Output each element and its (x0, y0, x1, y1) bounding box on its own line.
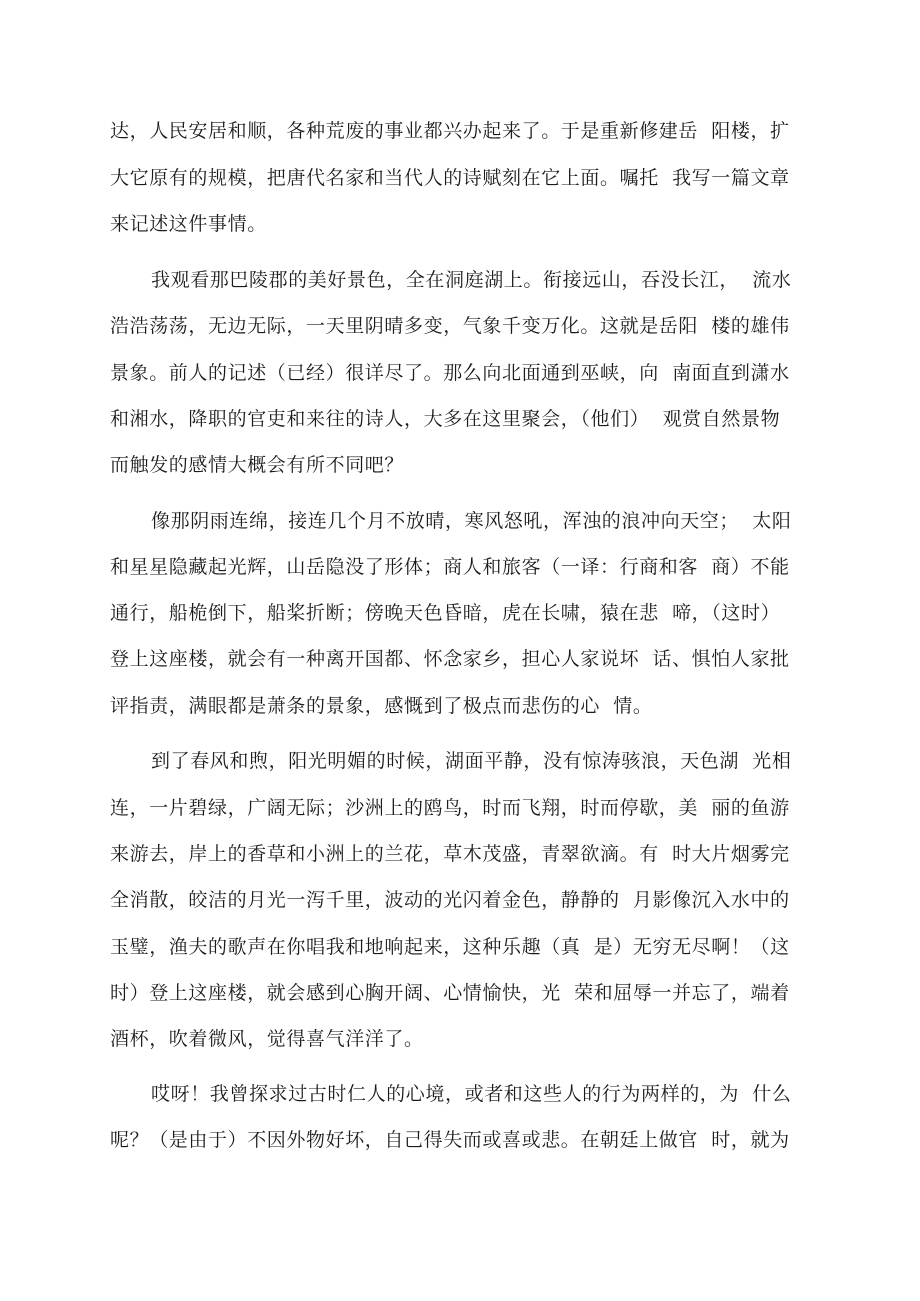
paragraph-4-line-1: 到了春风和煦，阳光明媚的时候，湖面平静，没有惊涛骇浪，天色湖 光相 (151, 750, 792, 772)
paragraph-5-line-2: 呢？（是由于）不因外物好坏，自己得失而或喜或悲。在朝廷上做官 时，就为 (110, 1129, 790, 1151)
paragraph-2-line-3: 景象。前人的记述（已经）很详尽了。那么向北面通到巫峡，向 南面直到潇水 (110, 362, 790, 384)
paragraph-4-line-7: 酒杯，吹着微风，觉得喜气洋洋了。 (110, 1028, 424, 1050)
paragraph-5-line-1: 哎呀！我曾探求过古时仁人的心境，或者和这些人的行为两样的，为 什么 (151, 1083, 792, 1105)
paragraph-1-line-3: 来记述这件事情。 (110, 213, 267, 235)
paragraph-2-line-4: 和湘水，降职的官吏和来往的诗人，大多在这里聚会，（他们） 观赏自然景物 (110, 408, 781, 430)
paragraph-3-line-2: 和星星隐藏起光辉，山岳隐没了形体；商人和旅客（一译：行商和客 商）不能 (110, 556, 790, 578)
paragraph-3-line-5: 评指责，满眼都是萧条的景象，感慨到了极点而悲伤的心 情。 (110, 695, 653, 717)
paragraph-3-line-1: 像那阴雨连绵，接连几个月不放晴，寒风怒吼，浑浊的浪冲向天空； 太阳 (151, 510, 792, 532)
paragraph-2-line-5: 而触发的感情大概会有所不同吧？ (110, 454, 405, 476)
paragraph-4-line-5: 玉璧，渔夫的歌声在你唱我和地响起来，这种乐趣（真 是）无穷无尽啊！（这 (110, 936, 790, 958)
paragraph-4-line-3: 来游去，岸上的香草和小洲上的兰花，草木茂盛，青翠欲滴。有 时大片烟雾完 (110, 843, 790, 865)
paragraph-1-line-1: 达，人民安居和顺，各种荒废的事业都兴办起来了。于是重新修建岳 阳楼，扩 (110, 120, 790, 142)
paragraph-3-line-3: 通行，船桅倒下，船桨折断；傍晚天色昏暗，虎在长啸，猿在悲 啼，（这时） (110, 602, 781, 624)
paragraph-3-line-4: 登上这座楼，就会有一种离开国都、怀念家乡，担心人家说坏 话、惧怕人家批 (110, 648, 790, 670)
paragraph-2-line-1: 我观看那巴陵郡的美好景色，全在洞庭湖上。衔接远山，吞没长江， 流水 (151, 269, 792, 291)
paragraph-1-line-2: 大它原有的规模，把唐代名家和当代人的诗赋刻在它上面。嘱托 我写一篇文章 (110, 167, 790, 189)
paragraph-4-line-4: 全消散，皎洁的月光一泻千里，波动的光闪着金色，静静的 月影像沉入水中的 (110, 889, 790, 911)
paragraph-4-line-6: 时）登上这座楼，就会感到心胸开阔、心情愉快，光 荣和屈辱一并忘了，端着 (110, 982, 790, 1004)
paragraph-4-line-2: 连，一片碧绿，广阔无际；沙洲上的鸥鸟，时而飞翔，时而停歇，美 丽的鱼游 (110, 797, 790, 819)
paragraph-2-line-2: 浩浩荡荡，无边无际，一天里阴晴多变，气象千变万化。这就是岳阳 楼的雄伟 (110, 315, 790, 337)
